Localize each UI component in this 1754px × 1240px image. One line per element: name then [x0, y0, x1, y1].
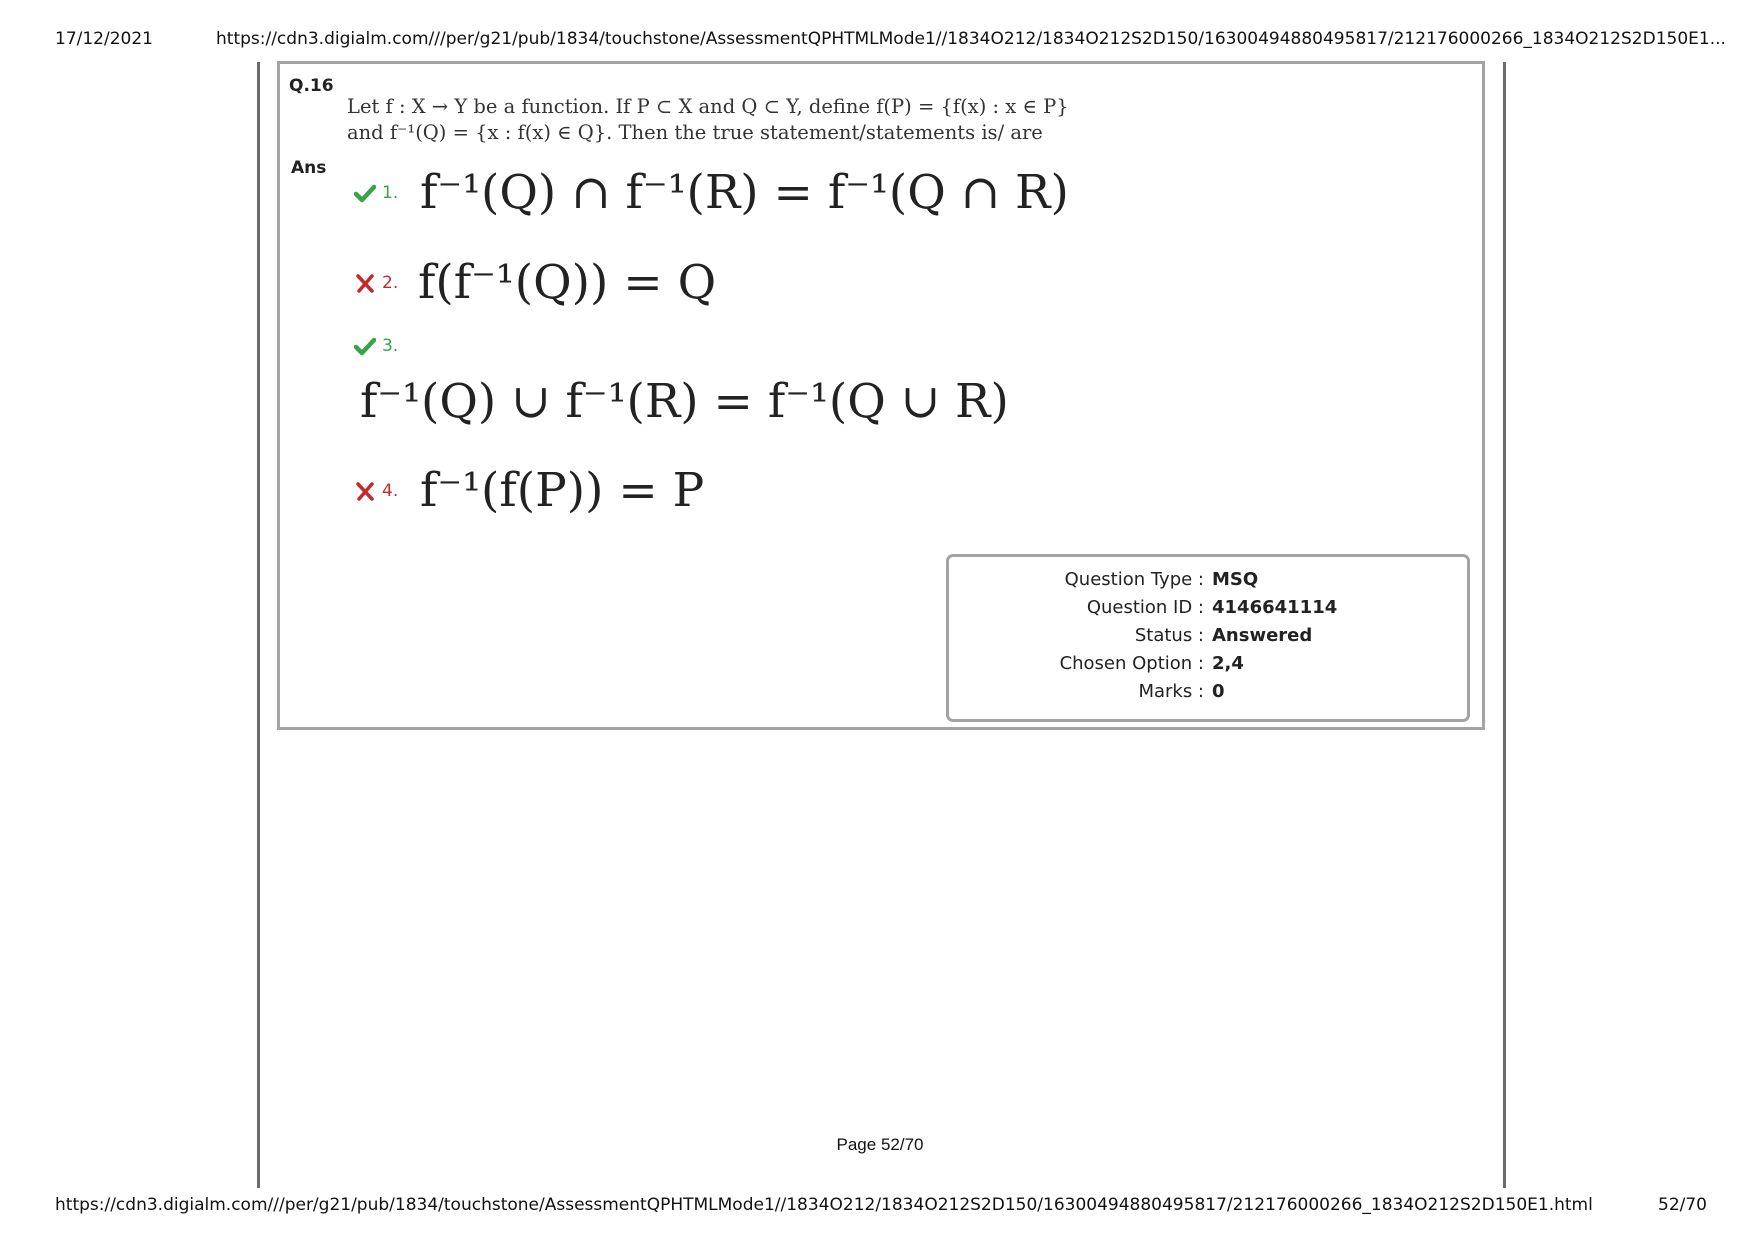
answer-label: Ans — [291, 158, 327, 178]
page-number: Page 52/70 — [836, 1135, 924, 1154]
cross-icon — [354, 480, 376, 502]
option-3-number: 3. — [382, 336, 399, 356]
info-row-marks — [949, 681, 1467, 709]
info-value: MSQ — [1212, 569, 1259, 590]
info-value: 2,4 — [1212, 653, 1244, 674]
option-4-marker — [354, 480, 398, 502]
left-page-rule — [257, 62, 260, 1188]
option-3-formula: f⁻¹(Q) ∪ f⁻¹(R) = f⁻¹(Q ∪ R) — [360, 374, 1009, 429]
info-value: 0 — [1212, 681, 1225, 702]
question-text-line-1: Let f : X → Y be a function. If P ⊂ X and Q ⊂ Y, define f(P) = {f(x) : x ∈ P} — [347, 95, 1069, 118]
question-text-line-2: and f⁻¹(Q) = {x : f(x) ∈ Q}. Then the true statement/statements is/ are — [347, 121, 1043, 144]
info-label: Marks : — [1138, 681, 1204, 702]
option-4-number: 4. — [382, 481, 399, 501]
question-number: Q.16 — [289, 76, 334, 96]
footer-url: https://cdn3.digialm.com///per/g21/pub/1834/touchstone/AssessmentQPHTMLMode1//1834O212/1834O212S2D150/16300494880495817/212176000266_1834O212S2D150E1.html — [55, 1195, 1593, 1215]
right-page-rule — [1503, 62, 1506, 1188]
question-text — [347, 94, 1069, 146]
info-row-question-type — [949, 569, 1467, 597]
info-label: Status : — [1134, 625, 1204, 646]
info-label: Question ID : — [1086, 597, 1204, 618]
option-2-marker — [354, 272, 398, 294]
footer-page-count: 52/70 — [1658, 1195, 1707, 1215]
info-value: 4146641114 — [1212, 597, 1338, 618]
header-url: https://cdn3.digialm.com///per/g21/pub/1834/touchstone/AssessmentQPHTMLMode1//1834O212/1834O212S2D150/16300494880495817/212176000266_1834O212S2D150E1... — [216, 29, 1726, 49]
check-icon — [354, 182, 376, 204]
option-1-marker — [354, 182, 398, 204]
info-value: Answered — [1212, 625, 1313, 646]
option-3-marker — [354, 335, 398, 357]
option-2-formula: f(f⁻¹(Q)) = Q — [418, 255, 717, 310]
option-4-formula: f⁻¹(f(P)) = P — [420, 463, 705, 518]
info-row-chosen-option — [949, 653, 1467, 681]
question-info-panel — [946, 554, 1470, 722]
option-1-formula: f⁻¹(Q) ∩ f⁻¹(R) = f⁻¹(Q ∩ R) — [420, 165, 1069, 220]
print-date: 17/12/2021 — [55, 29, 153, 49]
check-icon — [354, 335, 376, 357]
option-2-number: 2. — [382, 273, 399, 293]
info-label: Question Type : — [1064, 569, 1204, 590]
question-panel — [277, 61, 1485, 730]
info-row-question-id — [949, 597, 1467, 625]
cross-icon — [354, 272, 376, 294]
option-1-number: 1. — [382, 183, 399, 203]
info-label: Chosen Option : — [1059, 653, 1204, 674]
info-row-status — [949, 625, 1467, 653]
